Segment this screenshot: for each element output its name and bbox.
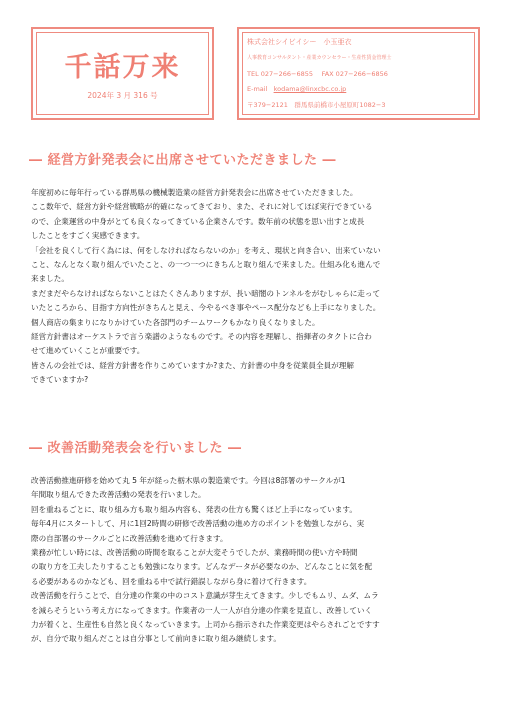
body-line: 毎年4月にスタートして、月に1回2時間の研修で改善活動の進め方のポイントを勉強しながら、実 bbox=[31, 519, 365, 529]
newsletter-title: 千話万来 bbox=[64, 52, 181, 83]
body-line: 年間取り組んできた改善活動の発表を行いました。 bbox=[31, 490, 206, 500]
body-line: 力が着くと、生産性も自然と良くなっていきます。上司から指示された作業変更はやらされごとですす bbox=[31, 620, 380, 630]
company-address: 〒379−2121 群馬県前橋市小屋原町1082−3 bbox=[247, 101, 386, 109]
body-line: 個人商店の集まりになりかけていた各部門のチームワークもかなり良くなりました。 bbox=[31, 317, 320, 327]
body-line: 皆さんの会社では、経営方針書を作りこめていますか?また、方針書の中身を従業員全員が理解 bbox=[31, 360, 354, 370]
company-info-box bbox=[237, 27, 480, 120]
body-line: いたところから、目指す方向性がきちんと見え、今やるべき事やペース配分なども上手になりました。 bbox=[31, 303, 381, 313]
section-heading-improvement-meeting: ― 改善活動発表会を行いました ― bbox=[29, 441, 242, 456]
body-line: こと、なんとなく取り組んでいたこと、の一つ一つにきちんと取り組んで来ました。仕組み化も進んで bbox=[31, 260, 381, 270]
body-line: を減らそうという考え方になってきます。作業者の一人一人が自分達の作業を見直し、改善していく bbox=[31, 605, 373, 615]
body-line: が、自分で取り組んだことは自分事として前向きに取り組み継続します。 bbox=[31, 634, 281, 644]
body-line: る必要があるのかなども、回を重ねる中で試行錯誤しながら身に着けて行きます。 bbox=[31, 576, 312, 586]
body-line: 改善活動推進研修を始めて丸 5 年が経った栃木県の製造業です。今回は8部署のサークルが1 bbox=[31, 476, 346, 485]
body-line: ここ数年で、経営方針や経営戦略が的確になってきており、また、それに対してほぼ実行できている bbox=[31, 202, 373, 212]
email-label: E-mail bbox=[247, 85, 268, 93]
body-line: せて進めていくことが重要です。 bbox=[31, 346, 145, 356]
body-line: 業務が忙しい時には、改善活動の時間を取ることが大変そうでしたが、業務時間の使い方や時間 bbox=[31, 548, 358, 558]
body-line: 際の自部署のサークルごとに改善活動を進めて行きます。 bbox=[31, 533, 228, 543]
body-line: 「会社を良くして行く為には、何をしなければならないのか」を考え、現状と向き合い、出来ていない bbox=[31, 245, 381, 255]
body-line: できていますか? bbox=[31, 375, 89, 385]
section-heading-policy-meeting: ― 経営方針発表会に出席させていただきました ― bbox=[29, 153, 337, 168]
body-line: したことをすごく実感できます。 bbox=[31, 231, 145, 241]
body-line: の取り方を工夫したりすることも勉強になります。どんなデータが必要なのか、どんなことに気を配 bbox=[31, 562, 373, 572]
body-line: 回を重ねるごとに、取り組み方も取り組み内容も、発表の仕方も驚くほど上手になっています。 bbox=[31, 504, 357, 514]
company-email-line bbox=[247, 85, 346, 93]
body-line: 経営方針書はオーケストラで言う楽譜のようなものです。その内容を理解し、指揮者のタクトに合わ bbox=[31, 332, 372, 342]
issue-number: 2024年 3 月 316 号 bbox=[87, 91, 158, 100]
section-body-improvement-meeting bbox=[31, 474, 483, 647]
body-line: 改善活動を行うことで、自分達の作業の中のコスト意識が芽生えてきます。少しでもムリ、ムダ、ムラ bbox=[31, 591, 379, 601]
body-line: ので、企業運営の中身がとても良くなってきている企業さんです。数年前の状態を思い出すと成長 bbox=[31, 216, 365, 226]
body-line: まだまだやらなければならないことはたくさんありますが、長い暗闇のトンネルをがむしゃらに走って bbox=[31, 288, 381, 298]
company-name: 株式会社シイビイシー 小玉亜衣 bbox=[247, 38, 352, 46]
company-tel-fax: TEL 027−266−6855 FAX 027−266−6856 bbox=[247, 70, 388, 78]
email-link[interactable]: kodama@linxcbc.co.jp bbox=[273, 85, 347, 93]
company-roles: 人事教育コンサルタント・産業カウンセラー・生産性賃金管理士 bbox=[247, 55, 392, 61]
section-body-policy-meeting bbox=[31, 186, 483, 388]
body-line: 年度初めに毎年行っている群馬県の機械製造業の経営方針発表会に出席させていただきました。 bbox=[31, 188, 358, 197]
masthead-box bbox=[31, 27, 214, 120]
body-line: 来ました。 bbox=[31, 274, 69, 284]
